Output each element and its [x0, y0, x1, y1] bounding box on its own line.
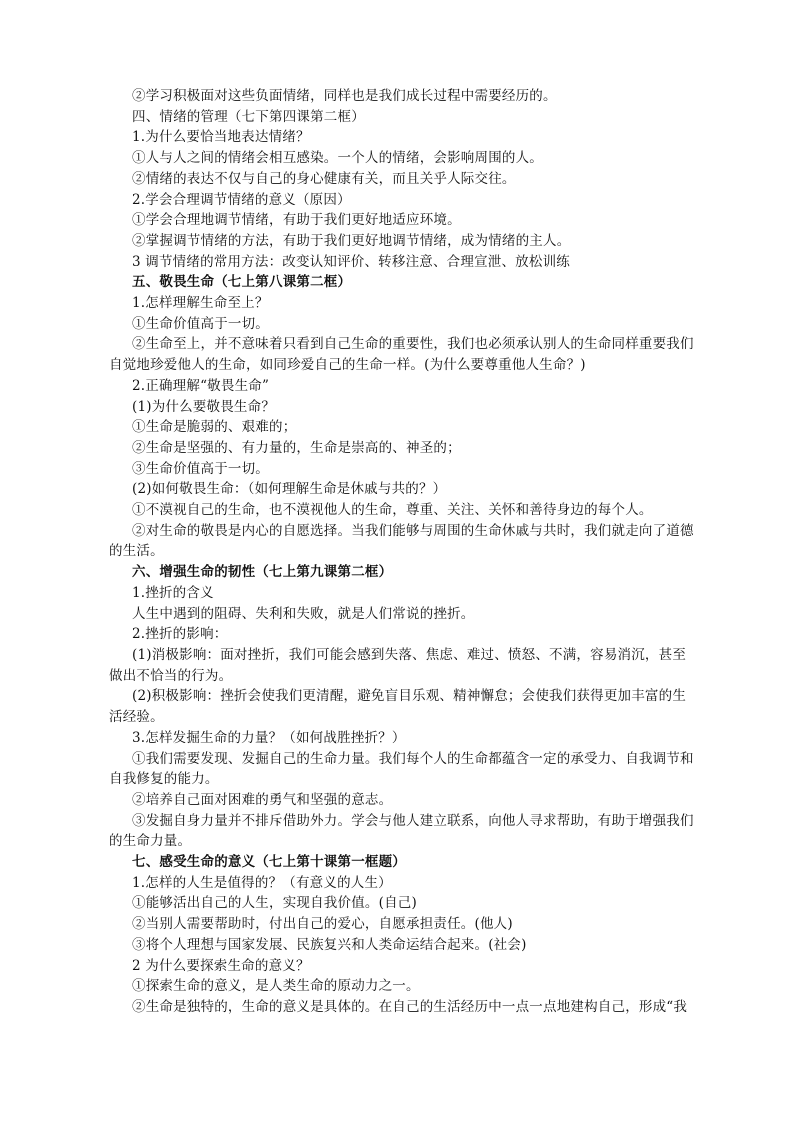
text-paragraph: 1.挫折的含义: [132, 584, 214, 601]
text-paragraph: ②掌握调节情绪的方法，有助于我们更好地调节情绪，成为情绪的主人。: [132, 232, 571, 249]
text-paragraph: 2 为什么要探索生命的意义？: [132, 957, 310, 974]
text-paragraph: 人生中遇到的阻碍、失利和失败，就是人们常说的挫折。: [132, 605, 475, 622]
text-paragraph: 2.挫折的影响：: [132, 626, 228, 643]
text-paragraph: ①学会合理地调节情绪，有助于我们更好地适应环境。: [132, 212, 461, 229]
text-paragraph: 1.怎样理解生命至上？: [132, 295, 269, 312]
text-paragraph: 3 调节情绪的常用方法：改变认知评价、转移注意、合理宣泄、放松训练: [132, 253, 570, 270]
text-paragraph: 1.为什么要恰当地表达情绪？: [132, 129, 310, 146]
text-paragraph: 3.怎样发掘生命的力量？（如何战胜挫折？）: [132, 729, 406, 746]
text-paragraph: ②对生命的敬畏是内心的自愿选择。当我们能够与周围的生命休戚与共时，我们就走向了道德的生活。: [109, 522, 694, 560]
text-paragraph: ②生命至上，并不意味着只看到自己生命的重要性，我们也必须承认别人的生命同样重要我们自觉地珍爱他人的生命，如同珍爱自己的生命一样。(为什么要尊重他人生命？): [109, 336, 694, 374]
text-paragraph: ①探索生命的意义，是人类生命的原动力之一。: [132, 978, 420, 995]
text-paragraph: ①能够活出自己的人生，实现自我价值。(自己): [132, 895, 417, 912]
section-heading: 五、敬畏生命（七上第八课第二框）: [132, 274, 352, 291]
text-paragraph: ①生命价值高于一切。: [132, 315, 269, 332]
text-paragraph: ②情绪的表达不仅与自己的身心健康有关，而且关乎人际交往。: [132, 170, 516, 187]
text-paragraph: ②当别人需要帮助时，付出自己的爱心，自愿承担责任。(他人): [132, 916, 513, 933]
text-paragraph: 四、情绪的管理（七下第四课第二框）: [132, 108, 365, 125]
document-body: [109, 86, 694, 1018]
text-paragraph: (1)消极影响：面对挫折，我们可能会感到失落、焦虑、难过、愤怒、不满，容易消沉，甚至做出不恰当的行为。: [109, 646, 687, 684]
text-paragraph: ①我们需要发现、发掘自己的生命力量。我们每个人的生命都蕴含一定的承受力、自我调节和自我修复的能力。: [109, 750, 694, 788]
section-heading: 六、增强生命的韧性（七上第九课第二框）: [132, 564, 393, 581]
text-paragraph: (2)如何敬畏生命：（如何理解生命是休戚与共的？）: [132, 481, 447, 498]
text-paragraph: ①生命是脆弱的、艰难的；: [132, 419, 297, 436]
text-paragraph: ①人与人之间的情绪会相互感染。一个人的情绪，会影响周围的人。: [132, 150, 543, 167]
text-paragraph: (1)为什么要敬畏生命？: [132, 398, 276, 415]
text-paragraph: (2)积极影响：挫折会使我们更清醒，避免盲目乐观、精神懈怠；会使我们获得更加丰富的生活经验。: [109, 688, 687, 726]
text-paragraph: ②生命是独特的，生命的意义是具体的。在自己的生活经历中一点一点地建构自己，形成“我: [132, 998, 688, 1015]
text-paragraph: ③发掘自身力量并不排斥借助外力。学会与他人建立联系，向他人寻求帮助，有助于增强我们的生命力量。: [109, 812, 694, 850]
text-paragraph: 2.学会合理调节情绪的意义（原因）: [132, 191, 351, 208]
text-paragraph: 1.怎样的人生是值得的？（有意义的人生）: [132, 874, 392, 891]
text-paragraph: ③将个人理想与国家发展、民族复兴和人类命运结合起来。(社会): [132, 936, 527, 953]
section-heading: 七、感受生命的意义（七上第十课第一框题）: [132, 854, 406, 871]
text-paragraph: ②生命是坚强的、有力量的，生命是崇高的、神圣的；: [132, 439, 461, 456]
text-paragraph: 2.正确理解“敬畏生命”: [132, 377, 270, 394]
text-paragraph: ②培养自己面对困难的勇气和坚强的意志。: [132, 791, 393, 808]
text-paragraph: ②学习积极面对这些负面情绪，同样也是我们成长过程中需要经历的。: [132, 88, 557, 104]
text-paragraph: ①不漠视自己的生命，也不漠视他人的生命，尊重、关注、关怀和善待身边的每个人。: [132, 502, 653, 519]
text-paragraph: ③生命价值高于一切。: [132, 460, 269, 477]
